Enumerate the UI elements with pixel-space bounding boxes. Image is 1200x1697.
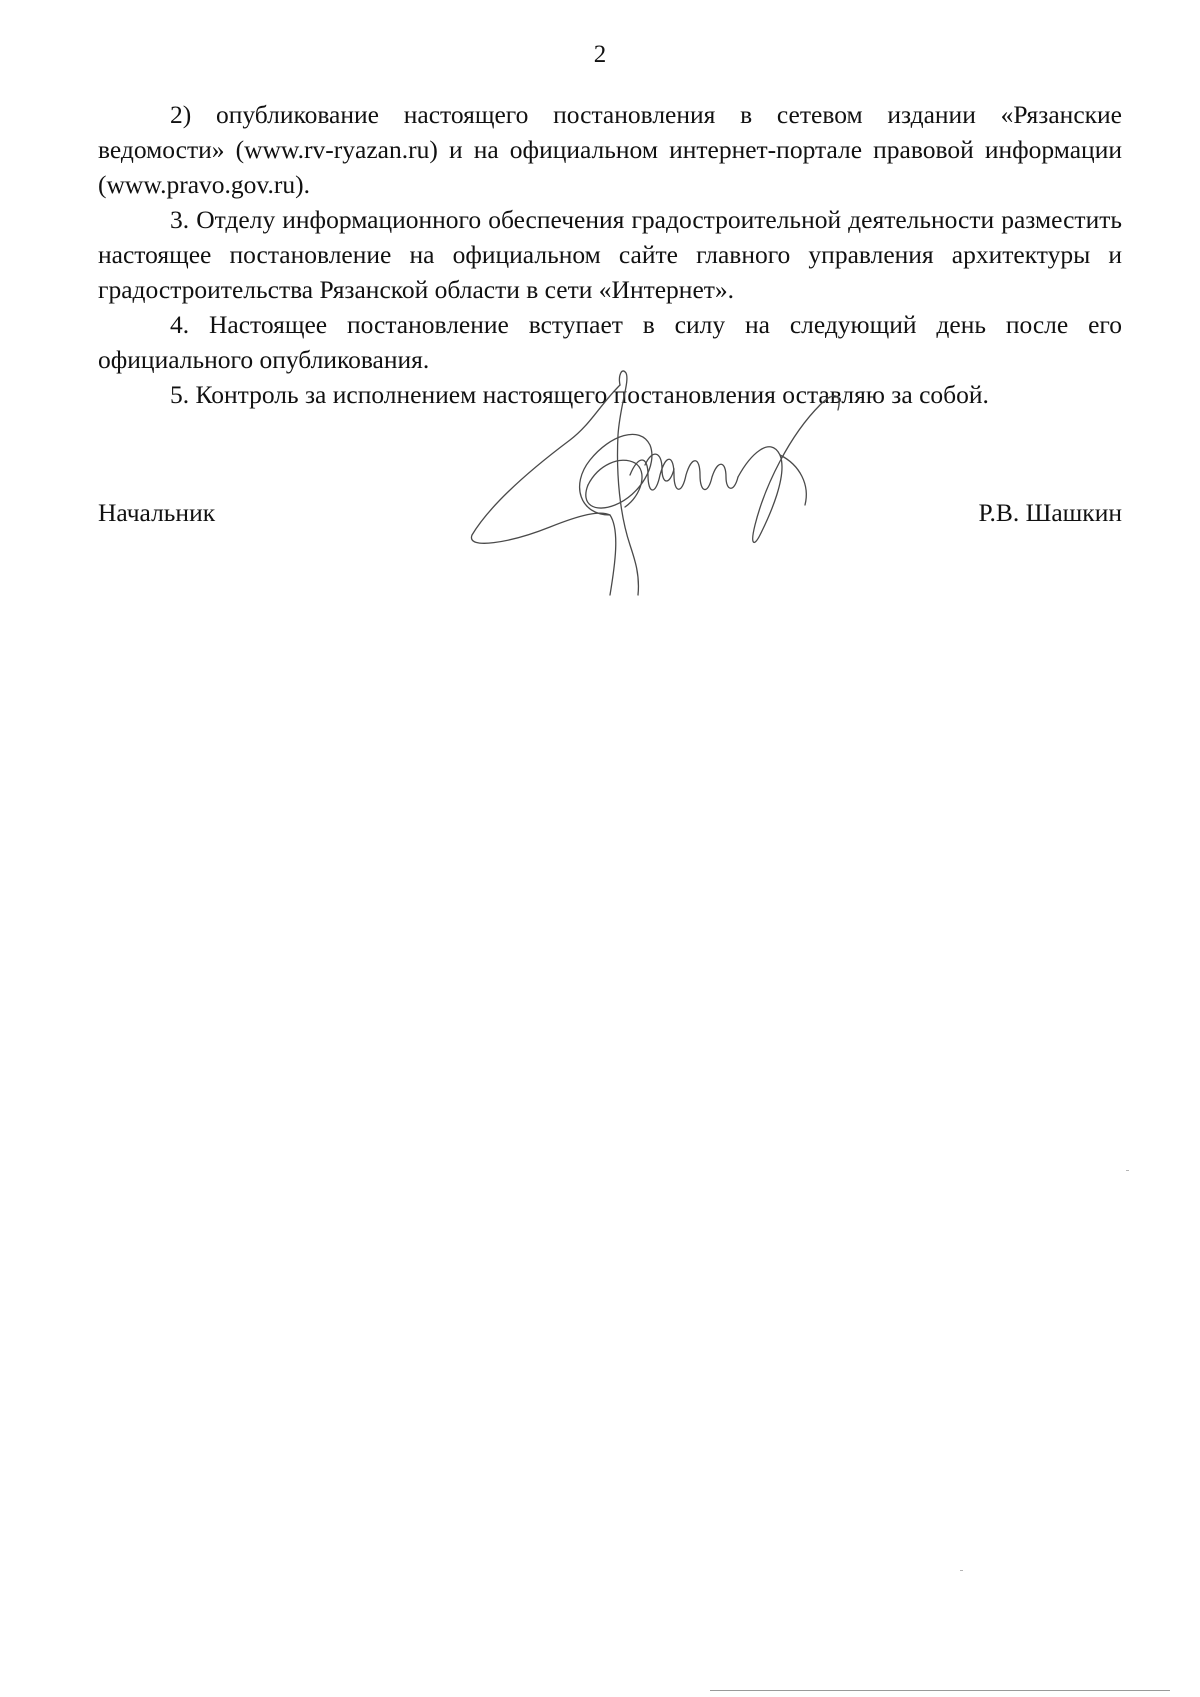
paragraph-4-entry-into-force: 4. Настоящее постановление вступает в силу на следующий день после его официального опубликования.: [98, 310, 1122, 374]
scan-speck: [1126, 1170, 1129, 1171]
paragraph-2-publication: 2) опубликование настоящего постановления в сетевом издании «Рязанские ведомости» (www.rv-ryazan.ru) и на официальном интернет-портале правовой информации (www.pravo.gov.ru).: [98, 100, 1122, 199]
paragraph-3-placement: 3. Отделу информационного обеспечения градостроительной деятельности разместить настоящее постановление на официальном сайте главного управления архитектуры и градостроительства Рязанской области в сети «Интернет».: [98, 205, 1122, 304]
scan-bottom-line: [710, 1690, 1170, 1691]
scan-speck: [960, 1570, 963, 1571]
signatory-name: Р.В. Шашкин: [978, 498, 1122, 527]
paragraph-5-control: 5. Контроль за исполнением настоящего постановления оставляю за собой.: [170, 380, 989, 409]
signatory-title: Начальник: [98, 498, 216, 527]
page-number: 2: [593, 41, 607, 68]
handwritten-signature-icon: [470, 365, 880, 605]
